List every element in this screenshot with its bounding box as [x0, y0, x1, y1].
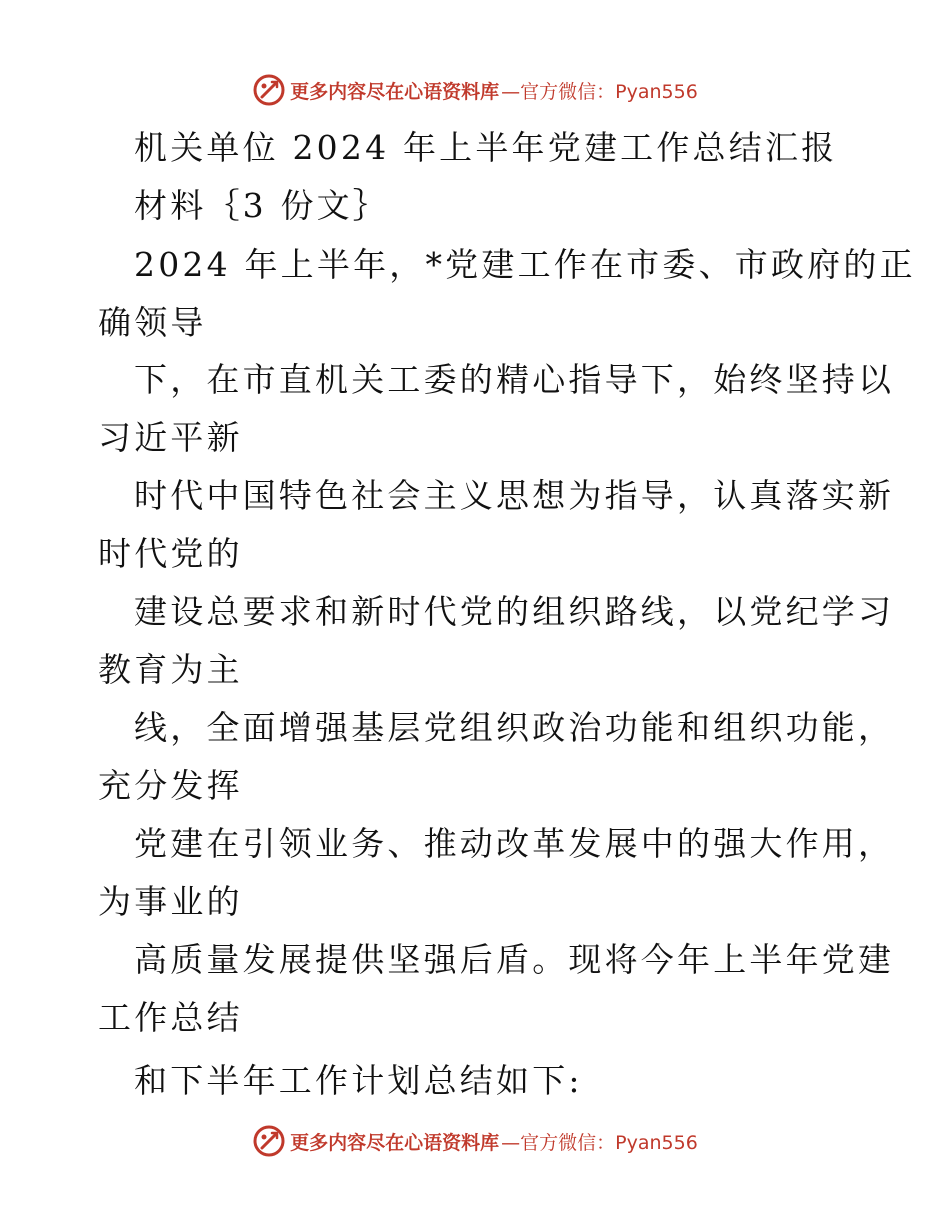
- paragraph-line: 为事业的: [98, 882, 243, 921]
- paragraph-line: 2024 年上半年，*党建工作在市委、市政府的正: [134, 245, 916, 284]
- logo-icon: [252, 1124, 286, 1158]
- footer-watermark: [0, 1123, 950, 1159]
- paragraph-line: 时代中国特色社会主义思想为指导，认真落实新: [134, 476, 895, 515]
- paragraph-line: 线，全面增强基层党组织政治功能和组织功能，: [134, 708, 895, 747]
- paragraph-line: 工作总结: [98, 998, 243, 1037]
- paragraph-line: 下，在市直机关工委的精心指导下，始终坚持以: [134, 360, 895, 399]
- paragraph-line: 确领导: [98, 303, 207, 342]
- paragraph-line: 建设总要求和新时代党的组织路线，以党纪学习: [134, 592, 895, 631]
- paragraph-line: 教育为主: [98, 650, 243, 689]
- paragraph-line: 高质量发展提供坚强后盾。现将今年上半年党建: [134, 940, 895, 979]
- watermark-suffix: —官方微信：Pyan556: [501, 80, 698, 103]
- paragraph-line: 时代党的: [98, 534, 243, 573]
- watermark-text: 更多内容尽在心语资料库: [290, 80, 500, 103]
- watermark-suffix: —官方微信：Pyan556: [501, 1131, 698, 1154]
- paragraph-line: 习近平新: [98, 418, 243, 457]
- watermark-text: 更多内容尽在心语资料库: [290, 1131, 500, 1154]
- document-title-line-1: 机关单位 2024 年上半年党建工作总结汇报: [134, 128, 838, 167]
- logo-icon: [252, 73, 286, 107]
- header-watermark: [0, 72, 950, 108]
- paragraph-line: 党建在引领业务、推动改革发展中的强大作用，: [134, 824, 895, 863]
- paragraph-line: 和下半年工作计划总结如下:: [134, 1061, 583, 1100]
- paragraph-line: 充分发挥: [98, 766, 243, 805]
- document-title-line-2: 材料｛3 份文｝: [134, 186, 390, 225]
